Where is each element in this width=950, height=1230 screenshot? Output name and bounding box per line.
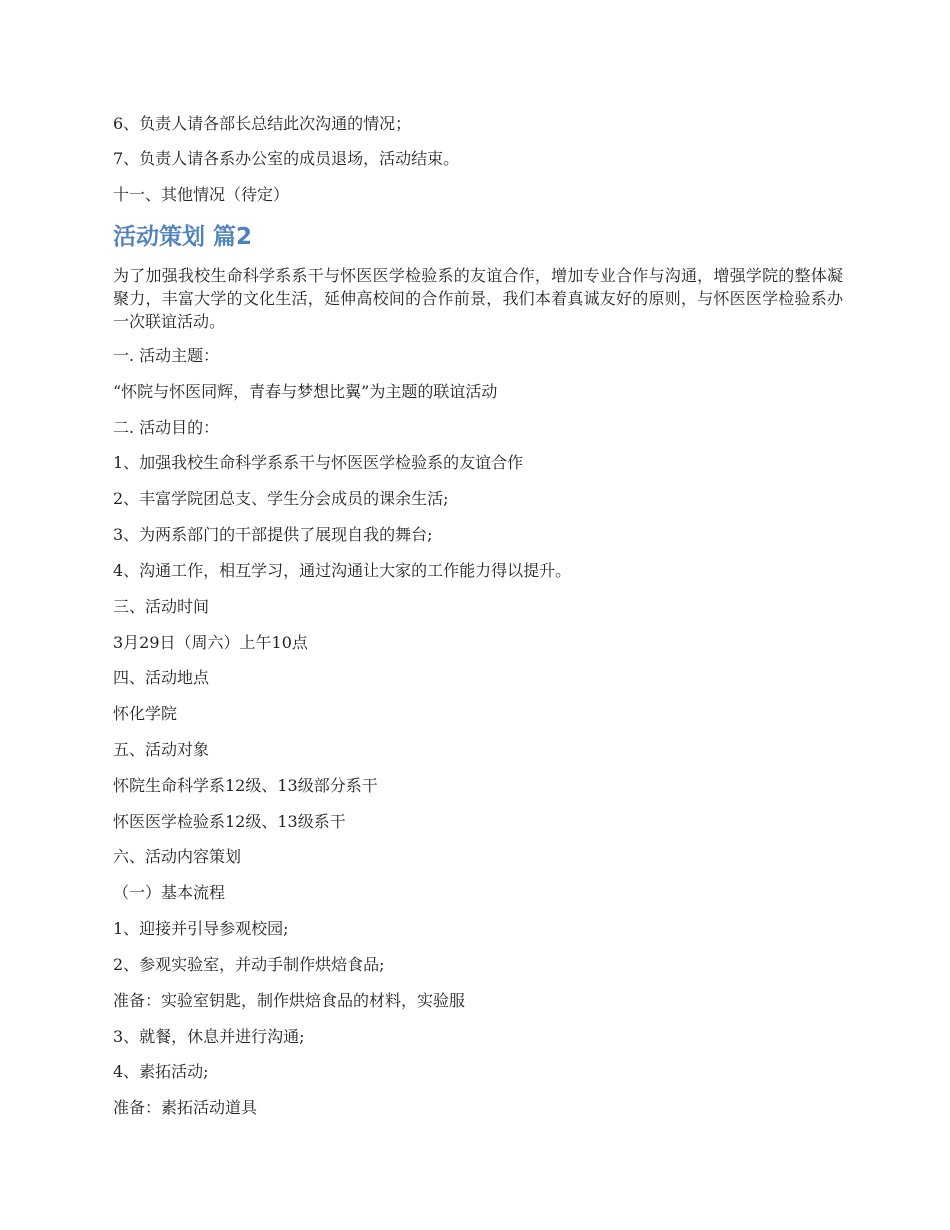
list-item: 4、沟通工作，相互学习，通过沟通让大家的工作能力得以提升。	[113, 561, 572, 580]
list-item: 4、素拓活动;	[113, 1062, 209, 1081]
list-item: 怀院生命科学系12级、13级部分系干	[113, 776, 378, 795]
list-item: 3、为两系部门的干部提供了展现自我的舞台;	[113, 525, 433, 544]
time-text: 3月29日（周六）上午10点	[113, 633, 308, 652]
section-heading-purpose: 二. 活动目的：	[113, 418, 220, 437]
list-item: 2、丰富学院团总支、学生分会成员的课余生活;	[113, 489, 449, 508]
list-item: 2、参观实验室，并动手制作烘焙食品;	[113, 955, 385, 974]
list-item: 7、负责人请各系办公室的成员退场，活动结束。	[113, 149, 460, 168]
section-heading-theme: 一. 活动主题：	[113, 346, 220, 365]
list-item: 1、加强我校生命科学系系干与怀医医学检验系的友谊合作	[113, 453, 524, 472]
list-item: 1、迎接并引导参观校园;	[113, 919, 289, 938]
theme-text: “怀院与怀医同辉，青春与梦想比翼”为主题的联谊活动	[113, 382, 498, 401]
subsection-heading-process: （一）基本流程	[113, 883, 226, 902]
preparation-note: 准备：素拓活动道具	[113, 1098, 258, 1117]
section-heading-audience: 五、活动对象	[113, 740, 210, 759]
list-item: 3、就餐，休息并进行沟通;	[113, 1027, 305, 1046]
location-text: 怀化学院	[113, 704, 178, 723]
page-title: 活动策划 篇2	[113, 224, 253, 250]
section-heading-location: 四、活动地点	[113, 668, 210, 687]
list-item: 怀医医学检验系12级、13级系干	[113, 812, 346, 831]
section-heading-time: 三、活动时间	[113, 597, 210, 616]
section-heading-other: 十一、其他情况（待定）	[113, 185, 290, 204]
section-heading-content: 六、活动内容策划	[113, 847, 242, 866]
list-item: 6、负责人请各部长总结此次沟通的情况；	[113, 114, 412, 133]
intro-paragraph: 为了加强我校生命科学系系干与怀医医学检验系的友谊合作，增加专业合作与沟通，增强学院的整体凝聚力，丰富大学的文化生活，延伸高校间的合作前景，我们本着真诚友好的原则，与怀医医学检验系办一次联谊活动。	[113, 266, 843, 331]
preparation-note: 准备：实验室钥匙，制作烘焙食品的材料，实验服	[113, 991, 466, 1010]
